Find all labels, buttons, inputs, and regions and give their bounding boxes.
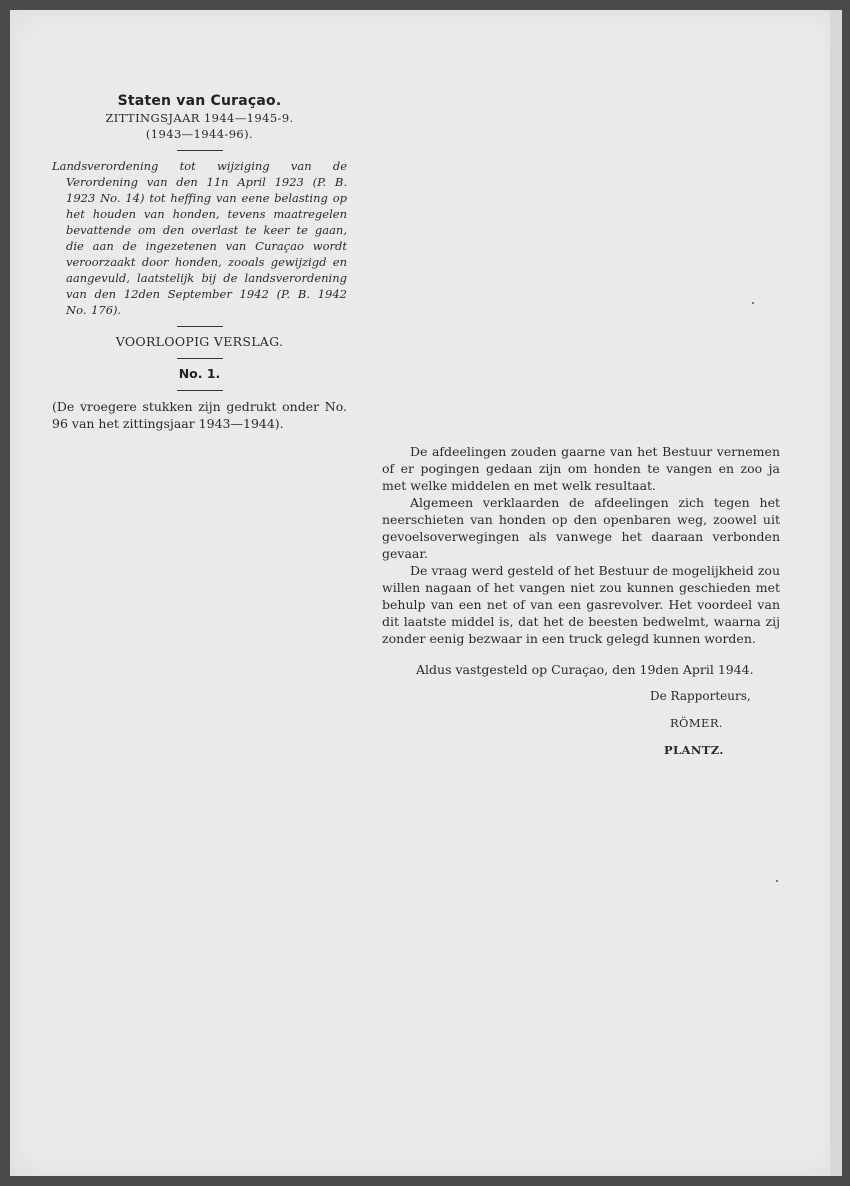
divider <box>177 326 223 327</box>
paper-speck <box>752 302 754 304</box>
subject-text: Landsverordening tot wijziging van de Verordening van den 11n April 1923 (P. B. 1923 No. 14) tot heffing van eene belasting op het houden van honden, tevens maatregelen bevattende om den overlast te keer te gaan, die aan de ingezetenen van Curaçao wordt veroorzaakt door honden, zooals gewijzigd en aangevuld, laatstelijk bij de landsverordening van den 12den September 1942 (P. B. 1942 No. 176). <box>52 159 347 317</box>
divider <box>177 390 223 391</box>
body-paragraph: De vraag werd gesteld of het Bestuur de mogelijkheid zou willen nagaan of het vangen niet zou kunnen geschieden met behulp van een net of van een gasrevolver. Het voordeel van dit laatste middel is, dat het de beesten bedwelmt, waarna zij zonder eenig bezwaar in een truck gelegd kunnen worden. <box>382 563 780 646</box>
report-number: No. 1. <box>178 366 221 381</box>
body-column <box>382 443 780 759</box>
divider <box>177 150 223 151</box>
signature-label: De Rapporteurs, <box>650 689 751 703</box>
body-paragraph: Algemeen verklaarden de afdeelingen zich tegen het neerschieten van honden op den openbaren weg, zoowel uit gevoelsoverwegingen als vanwege het daaraan verbonden gevaar. <box>382 495 780 561</box>
signer-plantz: PLANTZ. <box>664 743 724 757</box>
header-column <box>52 92 347 432</box>
closing-line: Aldus vastgesteld op Curaçao, den 19den April 1944. <box>416 662 754 677</box>
org-title: Staten van Curaçao. <box>117 93 282 109</box>
session-number: (1943—1944-96). <box>145 127 254 141</box>
page-edge <box>830 10 842 1176</box>
session-year: ZITTINGSJAAR 1944—1945-9. <box>105 111 294 125</box>
note-text: (De vroegere stukken zijn gedrukt onder No. 96 van het zittingsjaar 1943—1944). <box>52 399 347 431</box>
paper-speck <box>776 880 778 882</box>
divider <box>177 358 223 359</box>
report-title: VOORLOOPIG VERSLAG. <box>115 334 284 349</box>
signer-romer: RÖMER. <box>670 716 723 730</box>
body-paragraph: De afdeelingen zouden gaarne van het Bestuur vernemen of er pogingen gedaan zijn om honden te vangen en zoo ja met welke middelen en met welk resultaat. <box>382 444 780 493</box>
